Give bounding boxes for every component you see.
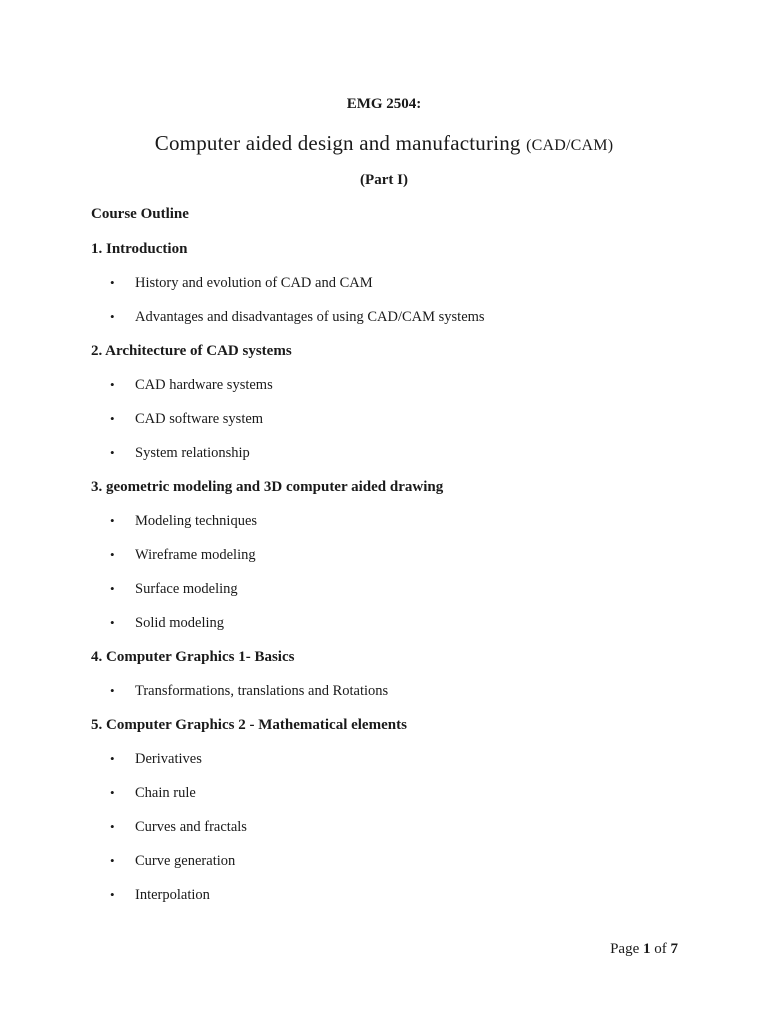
list-item: • Interpolation bbox=[110, 887, 210, 903]
section-heading: 4. Computer Graphics 1- Basics bbox=[91, 649, 295, 665]
page-number bbox=[610, 941, 678, 958]
page-title bbox=[0, 131, 768, 156]
bullet-icon: • bbox=[110, 785, 115, 800]
list-item: • Chain rule bbox=[110, 785, 196, 801]
section-heading: 2. Architecture of CAD systems bbox=[91, 343, 292, 359]
bullet-icon: • bbox=[110, 683, 115, 698]
list-item: • Modeling techniques bbox=[110, 513, 258, 529]
bullet-icon: • bbox=[110, 887, 115, 902]
bullet-icon: • bbox=[110, 853, 115, 868]
list-item: • History and evolution of CAD and CAM bbox=[110, 275, 373, 291]
bullet-icon: • bbox=[110, 275, 115, 290]
course-code: EMG 2504: bbox=[346, 96, 422, 112]
list-item: • CAD software system bbox=[110, 411, 264, 427]
of-word: of bbox=[654, 941, 667, 957]
bullet-icon: • bbox=[110, 615, 115, 630]
section-heading: 5. Computer Graphics 2 - Mathematical elements bbox=[91, 717, 407, 733]
part-label: (Part I) bbox=[360, 172, 408, 188]
title-main: Computer aided design and manufacturing bbox=[154, 131, 521, 155]
page-word: Page bbox=[610, 941, 640, 957]
list-item: • Surface modeling bbox=[110, 581, 238, 597]
current-page: 1 bbox=[643, 941, 651, 957]
list-item: • System relationship bbox=[110, 445, 250, 461]
bullet-icon: • bbox=[110, 581, 115, 596]
list-item: • Curve generation bbox=[110, 853, 236, 869]
list-item: • Wireframe modeling bbox=[110, 547, 256, 563]
title-suffix: (CAD/CAM) bbox=[526, 137, 614, 154]
bullet-icon: • bbox=[110, 377, 115, 392]
bullet-icon: • bbox=[110, 411, 115, 426]
list-item: • Solid modeling bbox=[110, 615, 225, 631]
list-item: • CAD hardware systems bbox=[110, 377, 273, 393]
bullet-icon: • bbox=[110, 547, 115, 562]
section-heading: 3. geometric modeling and 3D computer aided drawing bbox=[91, 479, 444, 495]
bullet-icon: • bbox=[110, 513, 115, 528]
bullet-icon: • bbox=[110, 309, 115, 324]
list-item: • Derivatives bbox=[110, 751, 202, 767]
total-pages: 7 bbox=[670, 941, 678, 957]
course-outline-label: Course Outline bbox=[91, 206, 189, 222]
list-item: • Advantages and disadvantages of using CAD/CAM systems bbox=[110, 309, 485, 325]
bullet-icon: • bbox=[110, 751, 115, 766]
section-heading: 1. Introduction bbox=[91, 241, 188, 257]
list-item: • Transformations, translations and Rotations bbox=[110, 683, 389, 699]
bullet-icon: • bbox=[110, 445, 115, 460]
list-item: • Curves and fractals bbox=[110, 819, 247, 835]
bullet-icon: • bbox=[110, 819, 115, 834]
